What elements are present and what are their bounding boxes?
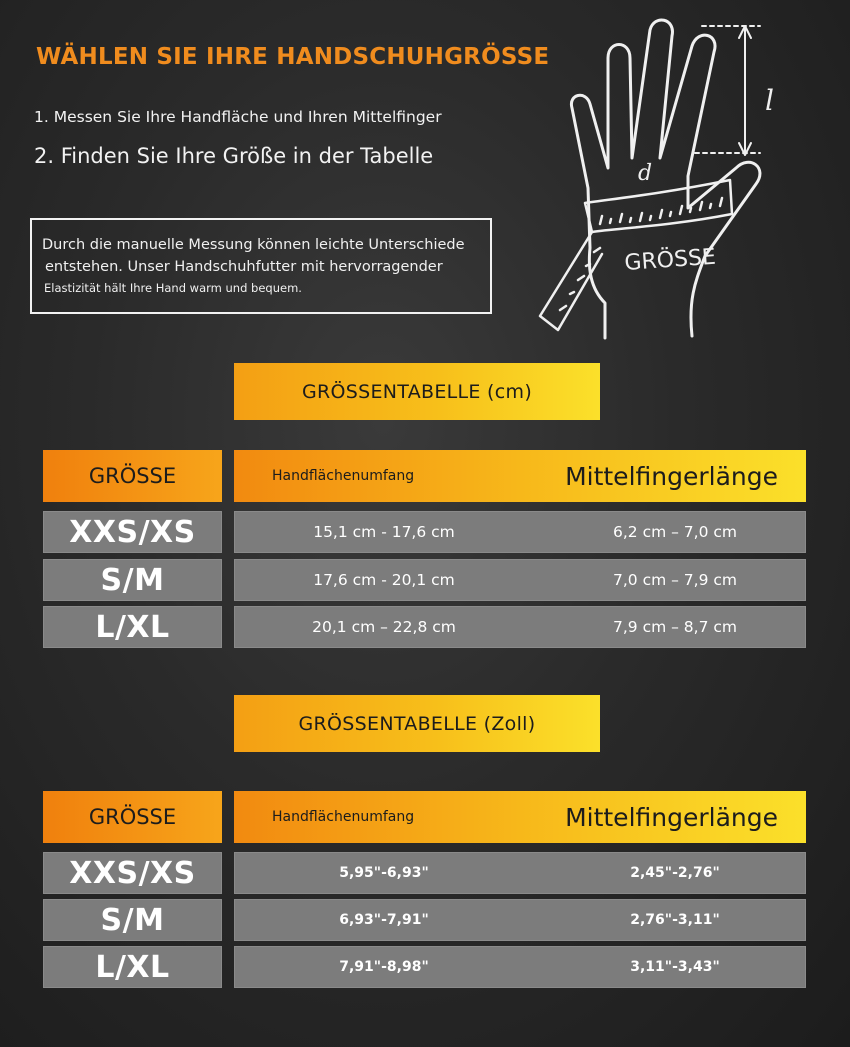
inch-measure-header: [234, 791, 806, 843]
inch-table-row: [234, 899, 806, 941]
cm-palm-header: Handflächenumfang: [272, 468, 415, 484]
hand-size-label: GRÖSSE: [623, 244, 717, 276]
inch-row-size: XXS/XS: [43, 852, 222, 894]
length-label: l: [765, 84, 774, 117]
cm-palm-value: 17,6 cm - 20,1 cm: [313, 571, 455, 589]
inch-row-size: L/XL: [43, 946, 222, 988]
cm-size-header: GRÖSSE: [43, 450, 222, 502]
cm-row-size: L/XL: [43, 606, 222, 648]
size-table-inch-banner: GRÖSSENTABELLE (Zoll): [234, 695, 600, 752]
inch-size-header: GRÖSSE: [43, 791, 222, 843]
hand-measurement-illustration: [510, 18, 810, 348]
note-line-2: entstehen. Unser Handschuhfutter mit hervorragender: [45, 259, 443, 275]
cm-table-row: [234, 559, 806, 601]
cm-finger-value: 7,9 cm – 8,7 cm: [613, 618, 737, 636]
inch-finger-header: Mittelfingerlänge: [565, 802, 778, 832]
hand-outline-icon: [571, 20, 760, 338]
cm-table-row: [234, 606, 806, 648]
instruction-step-2: 2. Finden Sie Ihre Größe in der Tabelle: [34, 144, 434, 168]
measurement-note-box: [30, 218, 492, 314]
instruction-step-1: 1. Messen Sie Ihre Handfläche und Ihren Mittelfinger: [34, 108, 442, 126]
cm-palm-value: 15,1 cm - 17,6 cm: [313, 523, 455, 541]
inch-finger-value: 2,76"-3,11": [630, 912, 720, 928]
inch-table-row: [234, 852, 806, 894]
inch-finger-value: 3,11"-3,43": [630, 959, 720, 975]
cm-finger-value: 6,2 cm – 7,0 cm: [613, 523, 737, 541]
cm-finger-header: Mittelfingerlänge: [565, 461, 778, 491]
inch-palm-header: Handflächenumfang: [272, 809, 415, 825]
inch-row-size: S/M: [43, 899, 222, 941]
note-line-3: Elastizität hält Ihre Hand warm und bequem.: [44, 281, 302, 295]
inch-palm-value: 5,95"-6,93": [339, 865, 429, 881]
cm-measure-header: [234, 450, 806, 502]
cm-row-size: XXS/XS: [43, 511, 222, 553]
inch-finger-value: 2,45"-2,76": [630, 865, 720, 881]
cm-row-size: S/M: [43, 559, 222, 601]
size-table-cm-banner: GRÖSSENTABELLE (cm): [234, 363, 600, 420]
page-title: WÄHLEN SIE IHRE HANDSCHUHGRÖSSE: [36, 44, 550, 70]
note-line-1: Durch die manuelle Messung können leichte Unterschiede: [42, 237, 465, 253]
inch-table-row: [234, 946, 806, 988]
width-label: d: [638, 161, 653, 186]
cm-palm-value: 20,1 cm – 22,8 cm: [312, 618, 456, 636]
inch-palm-value: 6,93"-7,91": [339, 912, 429, 928]
cm-table-row: [234, 511, 806, 553]
inch-palm-value: 7,91"-8,98": [339, 959, 429, 975]
cm-finger-value: 7,0 cm – 7,9 cm: [613, 571, 737, 589]
